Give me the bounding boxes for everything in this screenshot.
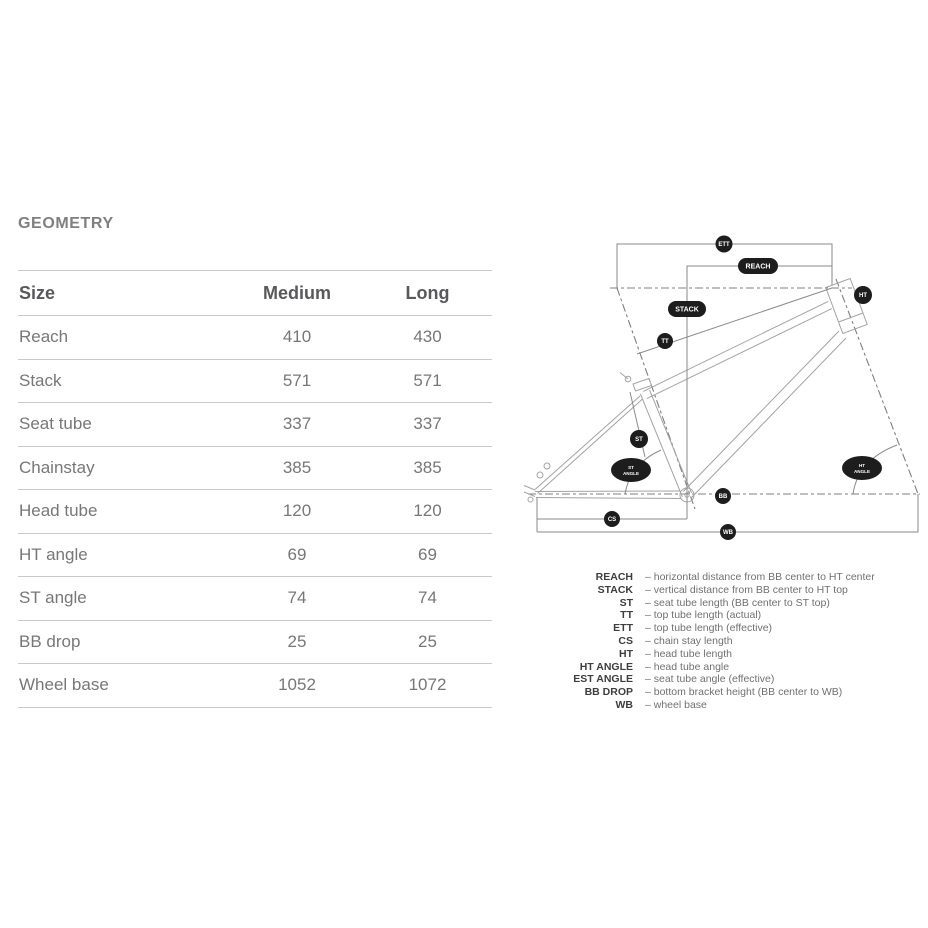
row-label: Stack	[18, 359, 213, 403]
legend-desc: – chain stay length	[645, 634, 733, 647]
badge-st	[630, 430, 648, 448]
svg-text:WB: WB	[723, 530, 733, 537]
clamp-lever	[620, 373, 628, 380]
legend-abbr: ETT	[613, 622, 633, 635]
badge-reach	[738, 258, 778, 274]
reach-stack-lines	[687, 263, 832, 519]
column-header-size: Size	[18, 271, 213, 316]
abbreviation-legend	[520, 571, 920, 712]
row-label: ST angle	[18, 577, 213, 621]
legend-desc: – bottom bracket height (BB center to WB)	[645, 686, 843, 699]
svg-text:TT: TT	[661, 339, 669, 346]
value-long: 74	[381, 577, 492, 621]
value-medium: 385	[213, 446, 381, 490]
geometry-table	[18, 270, 492, 708]
legend-desc: – top tube length (actual)	[645, 609, 762, 622]
table-header-row	[18, 271, 492, 316]
section-title: GEOMETRY	[18, 215, 114, 232]
badge-wb	[720, 524, 736, 540]
value-medium: 25	[213, 620, 381, 664]
headset-cup-line	[839, 313, 863, 322]
legend-abbr: HT ANGLE	[579, 660, 633, 673]
row-label: Wheel base	[18, 664, 213, 708]
value-long: 69	[381, 533, 492, 577]
row-label: HT angle	[18, 533, 213, 577]
badge-cs	[604, 511, 620, 527]
table-row	[18, 316, 492, 360]
svg-text:ST: ST	[628, 464, 634, 470]
value-long: 337	[381, 403, 492, 447]
legend-desc: – vertical distance from BB center to HT top	[645, 583, 848, 596]
legend-item	[520, 622, 920, 635]
badge-ht-angle	[842, 456, 882, 480]
rear-dropout	[524, 486, 535, 497]
value-medium: 120	[213, 490, 381, 534]
legend-abbr: STACK	[597, 583, 633, 596]
value-medium: 74	[213, 577, 381, 621]
svg-text:CS: CS	[607, 517, 617, 524]
value-long: 571	[381, 359, 492, 403]
column-header-medium: Medium	[213, 271, 381, 316]
svg-text:STACK: STACK	[675, 306, 699, 314]
table-row	[18, 577, 492, 621]
legend-abbr: REACH	[595, 571, 633, 583]
table-row	[18, 359, 492, 403]
down-tube	[683, 331, 846, 499]
row-label: Chainstay	[18, 446, 213, 490]
legend-item	[520, 699, 920, 712]
svg-text:HT: HT	[858, 462, 866, 468]
value-medium: 337	[213, 403, 381, 447]
badge-stack	[668, 301, 706, 317]
value-long: 430	[381, 316, 492, 360]
badge-ht	[854, 286, 872, 304]
svg-text:BB: BB	[718, 494, 728, 501]
legend-abbr: BB DROP	[584, 686, 633, 699]
stay-boss	[544, 463, 550, 469]
value-long: 1072	[381, 664, 492, 708]
stay-boss	[537, 472, 543, 478]
table-row	[18, 446, 492, 490]
legend-desc: – wheel base	[645, 698, 707, 711]
value-medium: 410	[213, 316, 381, 360]
legend-item	[520, 648, 920, 661]
legend-item	[520, 584, 920, 597]
legend-abbr: WB	[615, 698, 633, 711]
value-long: 385	[381, 446, 492, 490]
table-row	[18, 490, 492, 534]
table-row	[18, 664, 492, 708]
legend-item	[520, 661, 920, 674]
legend-abbr: CS	[618, 634, 633, 647]
row-label: Seat tube	[18, 403, 213, 447]
badge-bb	[715, 488, 731, 504]
legend-item	[520, 686, 920, 699]
legend-desc: – seat tube angle (effective)	[645, 673, 775, 686]
table-row	[18, 620, 492, 664]
dropout-eyelet	[528, 497, 533, 502]
svg-text:HT: HT	[859, 293, 867, 300]
legend-desc: – top tube length (effective)	[645, 622, 773, 635]
legend-abbr: EST ANGLE	[573, 673, 633, 686]
frame-geometry-diagram	[520, 227, 928, 570]
top-tube	[643, 301, 832, 398]
badge-ett	[716, 236, 733, 253]
svg-text:ANGLE: ANGLE	[853, 469, 871, 474]
svg-text:ANGLE: ANGLE	[622, 471, 640, 476]
legend-desc: – head tube length	[645, 647, 732, 660]
badge-st-angle	[611, 458, 651, 482]
table-row	[18, 533, 492, 577]
row-label: BB drop	[18, 620, 213, 664]
legend-item	[520, 673, 920, 686]
svg-text:ETT: ETT	[718, 242, 730, 249]
legend-item	[520, 571, 920, 584]
value-long: 25	[381, 620, 492, 664]
value-long: 120	[381, 490, 492, 534]
legend-item	[520, 609, 920, 622]
badge-tt	[657, 333, 673, 349]
legend-desc: – seat tube length (BB center to ST top)	[645, 596, 830, 609]
seat-tube	[640, 390, 691, 497]
legend-item	[520, 635, 920, 648]
table-row	[18, 403, 492, 447]
svg-text:REACH: REACH	[745, 263, 771, 271]
row-label: Reach	[18, 316, 213, 360]
value-medium: 69	[213, 533, 381, 577]
legend-abbr: ST	[619, 596, 633, 609]
legend-abbr: HT	[619, 647, 633, 660]
legend-desc: – horizontal distance from BB center to HT center	[645, 571, 875, 583]
value-medium: 571	[213, 359, 381, 403]
legend-desc: – head tube angle	[645, 660, 730, 673]
svg-text:ST: ST	[635, 437, 643, 444]
legend-item	[520, 597, 920, 610]
chain-stays	[535, 491, 681, 499]
legend-abbr: TT	[620, 609, 633, 622]
value-medium: 1052	[213, 664, 381, 708]
column-header-long: Long	[381, 271, 492, 316]
row-label: Head tube	[18, 490, 213, 534]
